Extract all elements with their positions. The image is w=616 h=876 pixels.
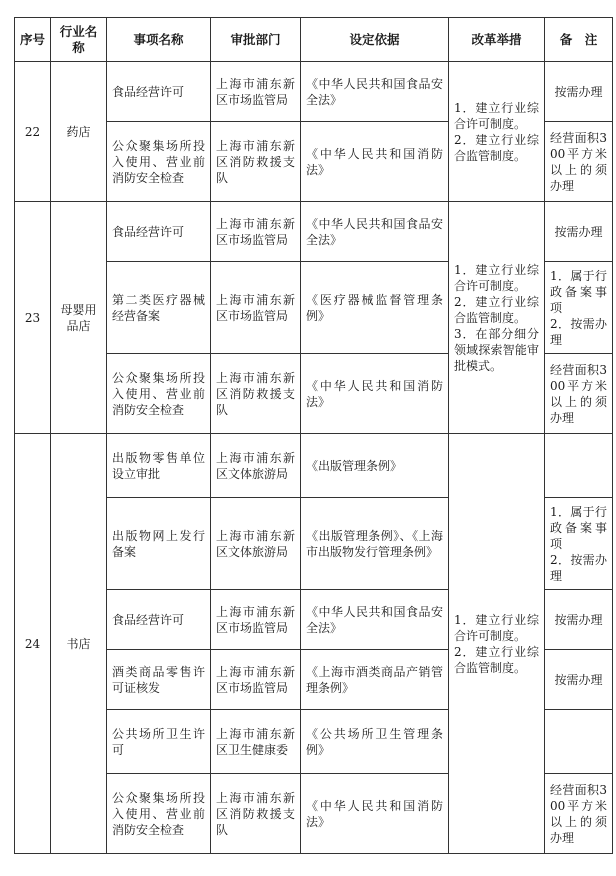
item-cell: 公共场所卫生许可	[107, 710, 211, 774]
item-cell: 公众聚集场所投入使用、营业前消防安全检查	[107, 354, 211, 434]
dept-cell: 上海市浦东新区文体旅游局	[211, 434, 301, 498]
remark-cell: 按需办理	[545, 590, 613, 650]
remark-cell: 经营面积300平方米以上的须办理	[545, 122, 613, 202]
remark-cell: 按需办理	[545, 62, 613, 122]
basis-cell: 《公共场所卫生管理条例》	[301, 710, 449, 774]
remark-cell: 按需办理	[545, 202, 613, 262]
basis-cell: 《上海市酒类商品产销管理条例》	[301, 650, 449, 710]
item-cell: 出版物网上发行备案	[107, 498, 211, 590]
seq-cell: 24	[15, 434, 51, 854]
header-remark: 备 注	[545, 18, 613, 62]
remark-cell: 1．属于行政备案事项 2．按需办理	[545, 262, 613, 354]
header-row	[15, 18, 613, 62]
basis-cell: 《中华人民共和国消防法》	[301, 774, 449, 854]
dept-cell: 上海市浦东新区消防救援支队	[211, 122, 301, 202]
basis-cell: 《出版管理条例》、《上海市出版物发行管理条例》	[301, 498, 449, 590]
dept-cell: 上海市浦东新区市场监管局	[211, 590, 301, 650]
header-industry: 行业名称	[51, 18, 107, 62]
remark-cell: 1．属于行政备案事项 2．按需办理	[545, 498, 613, 590]
remark-cell: 按需办理	[545, 650, 613, 710]
dept-cell: 上海市浦东新区消防救援支队	[211, 774, 301, 854]
header-item: 事项名称	[107, 18, 211, 62]
dept-cell: 上海市浦东新区消防救援支队	[211, 354, 301, 434]
dept-cell: 上海市浦东新区市场监管局	[211, 262, 301, 354]
header-basis: 设定依据	[301, 18, 449, 62]
basis-cell: 《中华人民共和国食品安全法》	[301, 202, 449, 262]
dept-cell: 上海市浦东新区卫生健康委	[211, 710, 301, 774]
table-row	[15, 434, 613, 498]
dept-cell: 上海市浦东新区市场监管局	[211, 650, 301, 710]
item-cell: 公众聚集场所投入使用、营业前消防安全检查	[107, 774, 211, 854]
basis-cell: 《医疗器械监督管理条例》	[301, 262, 449, 354]
seq-cell: 22	[15, 62, 51, 202]
dept-cell: 上海市浦东新区市场监管局	[211, 62, 301, 122]
header-reform: 改革举措	[449, 18, 545, 62]
remark-cell: 经营面积300平方米以上的须办理	[545, 774, 613, 854]
header-seq: 序号	[15, 18, 51, 62]
item-cell: 食品经营许可	[107, 62, 211, 122]
item-cell: 食品经营许可	[107, 590, 211, 650]
reform-cell: 1．建立行业综合许可制度。 2．建立行业综合监管制度。	[449, 62, 545, 202]
item-cell: 酒类商品零售许可证核发	[107, 650, 211, 710]
table-row	[15, 62, 613, 122]
item-cell: 公众聚集场所投入使用、营业前消防安全检查	[107, 122, 211, 202]
basis-cell: 《中华人民共和国消防法》	[301, 354, 449, 434]
regulation-table	[14, 17, 613, 854]
industry-cell: 书店	[51, 434, 107, 854]
basis-cell: 《中华人民共和国食品安全法》	[301, 62, 449, 122]
basis-cell: 《中华人民共和国消防法》	[301, 122, 449, 202]
reform-cell: 1．建立行业综合许可制度。 2．建立行业综合监管制度。	[449, 434, 545, 854]
dept-cell: 上海市浦东新区文体旅游局	[211, 498, 301, 590]
remark-cell	[545, 710, 613, 774]
remark-cell	[545, 434, 613, 498]
reform-cell: 1．建立行业综合许可制度。 2．建立行业综合监管制度。 3．在部分细分领域探索智能审批模式。	[449, 202, 545, 434]
industry-cell: 药店	[51, 62, 107, 202]
item-cell: 出版物零售单位设立审批	[107, 434, 211, 498]
remark-cell: 经营面积300平方米以上的须办理	[545, 354, 613, 434]
dept-cell: 上海市浦东新区市场监管局	[211, 202, 301, 262]
industry-cell: 母婴用品店	[51, 202, 107, 434]
item-cell: 食品经营许可	[107, 202, 211, 262]
basis-cell: 《出版管理条例》	[301, 434, 449, 498]
basis-cell: 《中华人民共和国食品安全法》	[301, 590, 449, 650]
seq-cell: 23	[15, 202, 51, 434]
table-row	[15, 202, 613, 262]
item-cell: 第二类医疗器械经营备案	[107, 262, 211, 354]
header-dept: 审批部门	[211, 18, 301, 62]
